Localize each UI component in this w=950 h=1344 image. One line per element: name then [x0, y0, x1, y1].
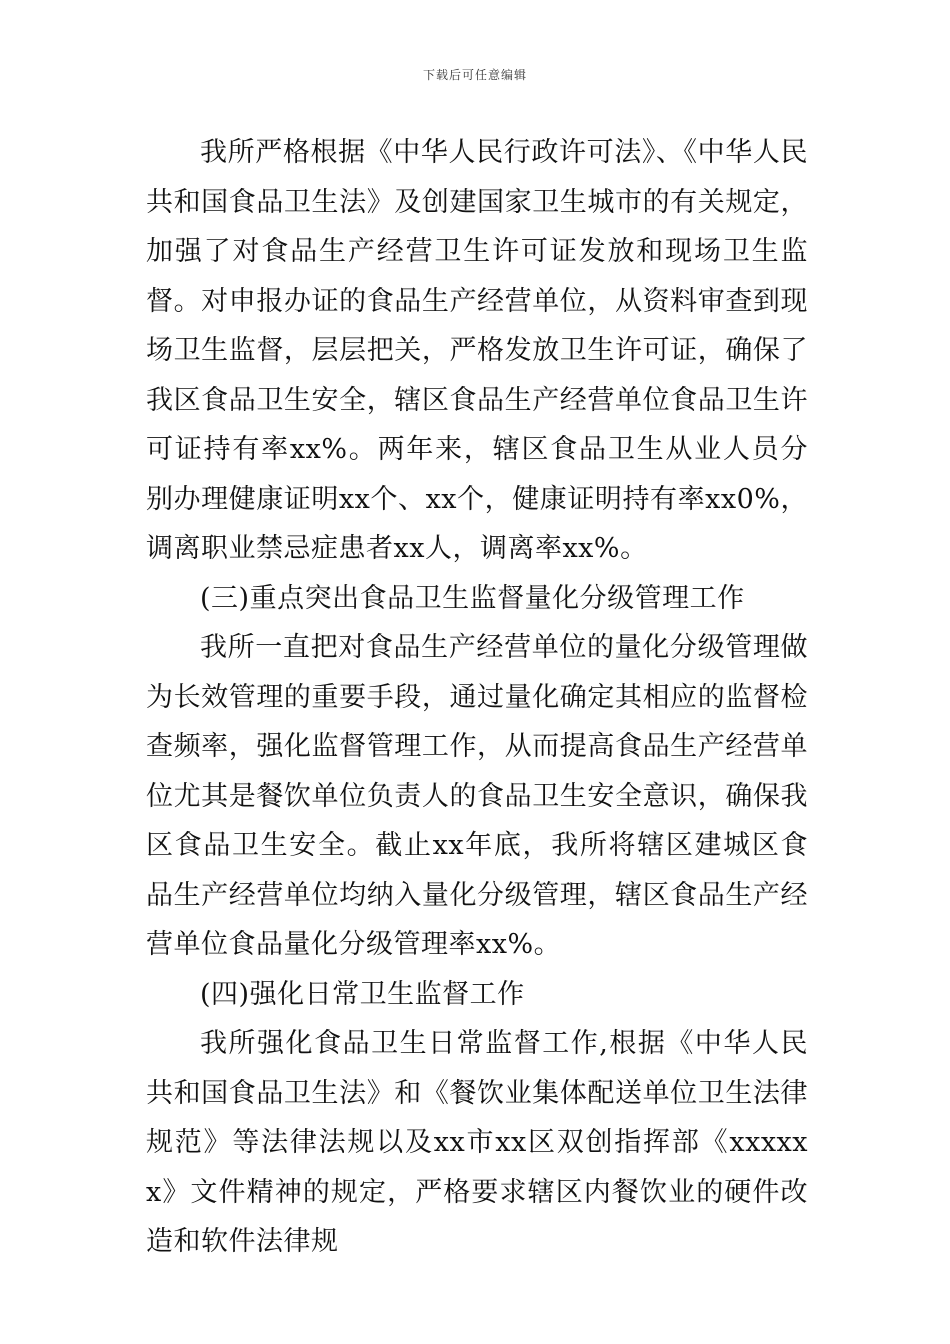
document-body: [146, 128, 808, 1267]
paragraph-license-supervision: 我所严格根据《中华人民行政许可法》、《中华人民共和国食品卫生法》及创建国家卫生城市的有关规定，加强了对食品生产经营卫生许可证发放和现场卫生监督。对申报办证的食品生产经营单位，从资料审查到现场卫生监督，层层把关，严格发放卫生许可证，确保了我区食品卫生安全，辖区食品生产经营单位食品卫生许可证持有率xx%。两年来，辖区食品卫生从业人员分别办理健康证明xx个、xx个，健康证明持有率xx0%，调离职业禁忌症患者xx人，调离率xx%。: [146, 137, 808, 564]
paragraph-quantified-grading: 我所一直把对食品生产经营单位的量化分级管理做为长效管理的重要手段，通过量化确定其相应的监督检查频率，强化监督管理工作，从而提高食品生产经营单位尤其是餐饮单位负责人的食品卫生安全意识，确保我区食品卫生安全。截止xx年底，我所将辖区建城区食品生产经营单位均纳入量化分级管理，辖区食品生产经营单位食品量化分级管理率xx%。: [146, 632, 808, 960]
page-header: 下载后可任意编辑: [422, 68, 527, 82]
section-heading-quantified-grading: (三)重点突出食品卫生监督量化分级管理工作: [200, 582, 745, 614]
section-heading-daily-supervision: (四)强化日常卫生监督工作: [200, 978, 525, 1010]
paragraph-daily-supervision: 我所强化食品卫生日常监督工作,根据《中华人民共和国食品卫生法》和《餐饮业集体配送单位卫生法律规范》等法律法规以及xx市xx区双创指挥部《xxxxxx》文件精神的规定，严格要求辖区内餐饮业的硬件改造和软件法律规: [146, 1028, 808, 1257]
